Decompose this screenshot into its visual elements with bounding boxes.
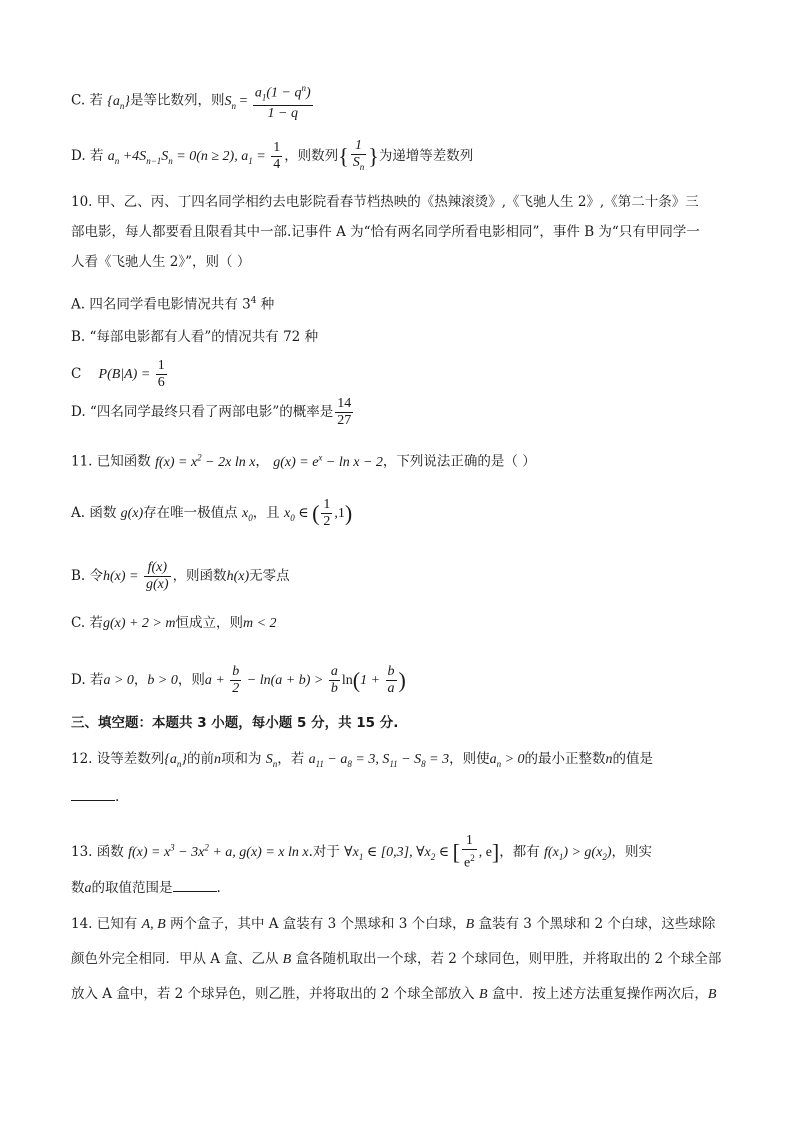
section-3-heading: 三、填空题：本题共 3 小题，每小题 5 分，共 15 分. — [71, 715, 399, 731]
q13-blank[interactable] — [173, 879, 217, 892]
fraction-one-half: $\frac{1}{2}$ — [323, 497, 331, 529]
q10-stem-line3: 人看《飞驰人生 2》”，则（ ） — [71, 254, 251, 270]
q14-line1: 14. 已知有 A, B 两个盒子，其中 A 盒装有 3 个黑球和 3 个白球，B 盒装有 3 个黑球和 2 个白球，这些球除 — [71, 916, 716, 932]
q11-stem: 11. 已知函数 $f(x) = x^2 - 2x$ ln x， $g(x) = e^x - \ln x - 2$，下列说法正确的是（ ） — [71, 452, 536, 470]
q11-option-b: B. 令h(x) = $\frac{f(x)}{g(x)}$ ，则函数h(x)无零点 — [71, 560, 290, 592]
fraction-one-sixth: $\frac{1}{6}$ — [157, 358, 165, 390]
fraction-reciprocal-s: $\frac{1}{S_n}$ — [352, 138, 365, 172]
fraction-b-over-a: $\frac{b}{a}$ — [387, 664, 395, 696]
option-d-prev: D. 若 $a_n +4S_{n-1}S_n = 0(n \ge 2)$, $a_1$ = $\frac{1}{4}$ ，则数列{ $\frac{1}{S_n}$ }为递增等差数列 — [71, 138, 473, 175]
fraction-one-quarter: $\frac{1}{4}$ — [273, 139, 281, 172]
q12-stem: 12. 设等差数列$\{a_n\}$的前n项和为 $S_n$，若 $a_{11} - a_8 = 3$, $S_{11} - S_8 = 3$，则使$a_n > 0$的最小正整数n的值是 — [71, 751, 654, 769]
sum-formula-fraction: $\frac{a_1(1 - q^n)}{1 - q}$ — [253, 80, 313, 122]
fraction-a-over-b: $\frac{a}{b}$ — [330, 664, 338, 696]
fraction-b-over-2: $\frac{b}{2}$ — [232, 664, 240, 696]
q10-stem-line2: 部电影，每人都要看且限看其中一部.记事件 A 为“恰有两名同学所看电影相同”，事件 B 为“只有甲同学一 — [71, 224, 700, 240]
q10-option-a: A. 四名同学看电影情况共有 $3^4$ 种 — [71, 296, 275, 313]
q14-line2: 颜色外完全相同．甲从 A 盒、乙从 B 盒各随机取出一个球，若 2 个球同色，则甲胜，并将取出的 2 个球全部 — [71, 951, 722, 967]
q13-stem: 13. 函数 $f(x) = x^3 - 3x^2 + a$, g(x) = x ln x.对于 $\forall x_1$ ∈ [0,3], $\forall x_2$ ∈ [ $\frac{1}{e^2}$ , e]，都有 $f(x_1) > g(x_2)$，则实 — [71, 833, 652, 871]
fraction-f-over-g: $\frac{f(x)}{g(x)}$ — [146, 560, 169, 592]
q10-stem-line1: 10. 甲、乙、丙、丁四名同学相约去电影院看春节档热映的《热辣滚烫》,《飞驰人生 2》,《第二十条》三 — [71, 194, 699, 210]
q11-option-a: A. 函数 g(x)存在唯一极值点 $x_0$，且 $x_0$ ∈ ( $\frac{1}{2}$ ,1) — [71, 497, 353, 529]
q12-blank[interactable] — [71, 788, 115, 801]
q14-line3: 放入 A 盒中，若 2 个球异色，则乙胜，并将取出的 2 个球全部放入 B 盒中．按上述方法重复操作两次后，B — [71, 986, 717, 1002]
q11-option-c: C. 若g(x) + 2 > m恒成立，则m < 2 — [71, 615, 277, 631]
q11-option-d: D. 若a > 0，b > 0，则a + $\frac{b}{2}$ − ln(a + b) > $\frac{a}{b}$ ln(1 + $\frac{b}{a}$ ) — [71, 664, 406, 696]
q10-option-c: C P(B|A) = $\frac{1}{6}$ — [71, 358, 165, 390]
q13-line2: 数a的取值范围是 . — [71, 880, 221, 896]
option-c-prev: C. 若 $\{a_n\}$是等比数列，则$S_n$ = $\frac{a_1(1 - q^n)}{1 - q}$ — [71, 80, 315, 122]
q10-option-d: D. “四名同学最终只看了两部电影”的概率是 $\frac{14}{27}$ — [71, 396, 352, 428]
q12-answer-blank[interactable]: . — [71, 788, 119, 806]
fraction-one-over-e-squared: $\frac{1}{e^2}$ — [463, 833, 475, 871]
q10-option-b: B. “每部电影都有人看”的情况共有 72 种 — [71, 329, 319, 345]
fraction-14-27: $\frac{14}{27}$ — [337, 396, 352, 428]
